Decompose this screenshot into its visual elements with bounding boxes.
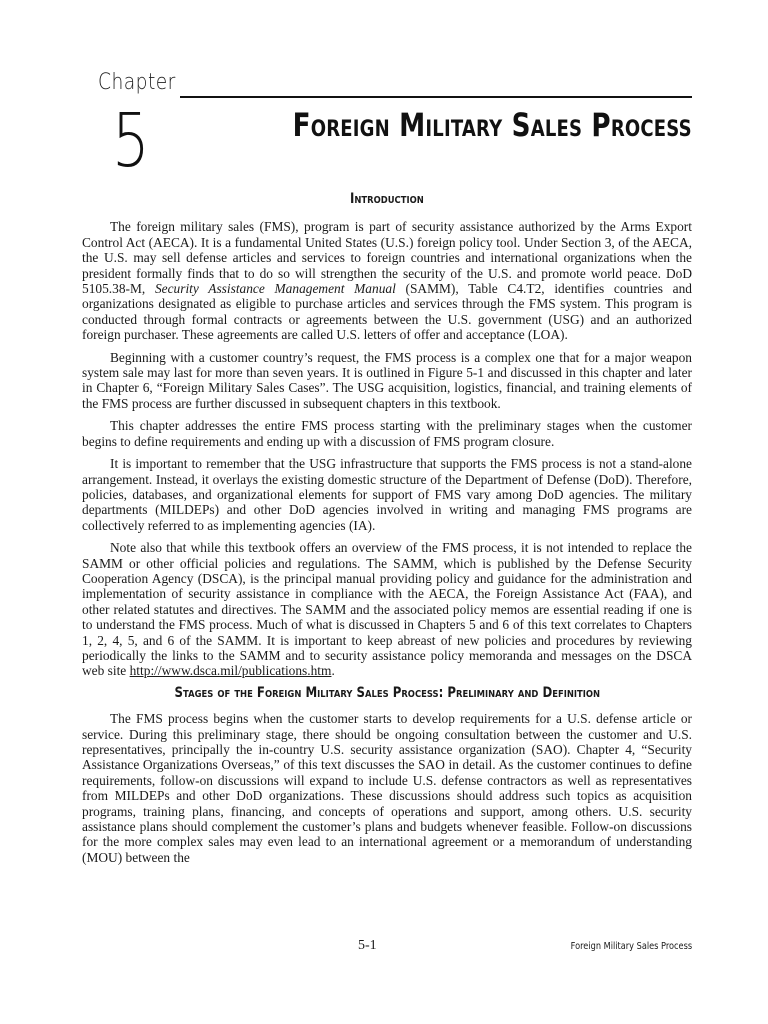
running-title: Foreign Military Sales Process — [570, 941, 692, 952]
section-heading-introduction: Introduction — [350, 191, 424, 207]
paragraph-intro-4: It is important to remember that the USG infrastructure that supports the FMS process is not a stand-alone arrangement. Instead, it overlays the existing domestic structure of the Department of Defense (DoD). Therefore, policies, databases, and organizational elements for support of FMS vary among DoD agencies. The military departments (MILDEPs) and other DoD agencies involved in writing and managing FMS programs are collectively referred to as implementing agencies (IA). — [82, 456, 692, 533]
page-number: 5-1 — [358, 938, 377, 953]
paragraph-intro-2: Beginning with a customer country’s request, the FMS process is a complex one that for a major weapon system sale may last for more than seven years. It is outlined in Figure 5-1 and discussed in this chapter and later in Chapter 6, “Foreign Military Sales Cases”. The USG acquisition, logistics, financial, and training elements of the FMS process are further discussed in subsequent chapters in this textbook. — [82, 349, 692, 411]
chapter-rule — [180, 96, 692, 98]
chapter-number: 5 — [112, 98, 150, 184]
chapter-label: Chapter — [98, 70, 176, 95]
paragraph-stages-1: The FMS process begins when the customer starts to develop requirements for a U.S. defense article or service. During this preliminary stage, there should be ongoing consultation between the customer and U.S. representatives, principally the in-country U.S. security assistance organization (SAO). Chapter 4, “Security Assistance Organizations Overseas,” of this text discusses the SAO in detail. As the customer continues to define requirements, follow-on discussions will expand to include U.S. defense contractors as well as representatives from MILDEPs and other DoD organizations. These discussions should address such topics as acquisition programs, training plans, financing, and concepts of operations and support, among others. U.S. security assistance plans should complement the customer’s plans and budgets whenever feasible. Follow-on discussions for the more complex sales may even lead to an international agreement or a memorandum of understanding (MOU) between the — [82, 711, 692, 865]
chapter-title: Foreign Military Sales Process — [292, 106, 692, 144]
paragraph-intro-3: This chapter addresses the entire FMS process starting with the preliminary stages when the customer begins to define requirements and ending up with a discussion of FMS program closure. — [82, 418, 692, 449]
dsca-publications-link[interactable]: http://www.dsca.mil/publications.htm — [129, 663, 332, 679]
samm-title-italic: Security Assistance Management Manual — [154, 281, 396, 297]
page-content — [82, 192, 692, 872]
section-heading-stages: Stages of the Foreign Military Sales Process: Preliminary and Definition — [174, 684, 600, 701]
paragraph-intro-1: The foreign military sales (FMS), program is part of security assistance authorized by the Arms Export Control Act (AECA). It is a fundamental United States (U.S.) foreign policy tool. Under Section 3, of the AECA, the U.S. may sell defense articles and services to foreign countries and international organizations when the president formally finds that to do so will strengthen the security of the U.S. and promote world peace. DoD 5105.38-M, Security Assistance Management Manual (SAMM), Table C4.T2, identifies countries and organizations designated as eligible to purchase articles and services through the FMS system. This program is conducted through formal contracts or agreements between the U.S. government (USG) and an authorized foreign purchaser. These agreements are called U.S. letters of offer and acceptance (LOA). — [82, 219, 692, 343]
paragraph-intro-5: Note also that while this textbook offers an overview of the FMS process, it is not intended to replace the SAMM or other official policies and regulations. The SAMM, which is published by the Defense Security Cooperation Agency (DSCA), is the principal manual providing policy and guidance for the administration and implementation of security assistance in compliance with the AECA, the Foreign Assistance Act (FAA), and other related statutes and directives. The SAMM and the associated policy memos are essential reading if one is to understand the FMS process. Much of what is discussed in Chapters 5 and 6 of this text correlates to Chapters 1, 2, 4, 5, and 6 of the SAMM. It is important to keep abreast of new policies and procedures by reviewing periodically the links to the SAMM and to security assistance policy memoranda and messages on the DSCA web site http://www.dsca.mil/publications.htm. — [82, 540, 692, 679]
